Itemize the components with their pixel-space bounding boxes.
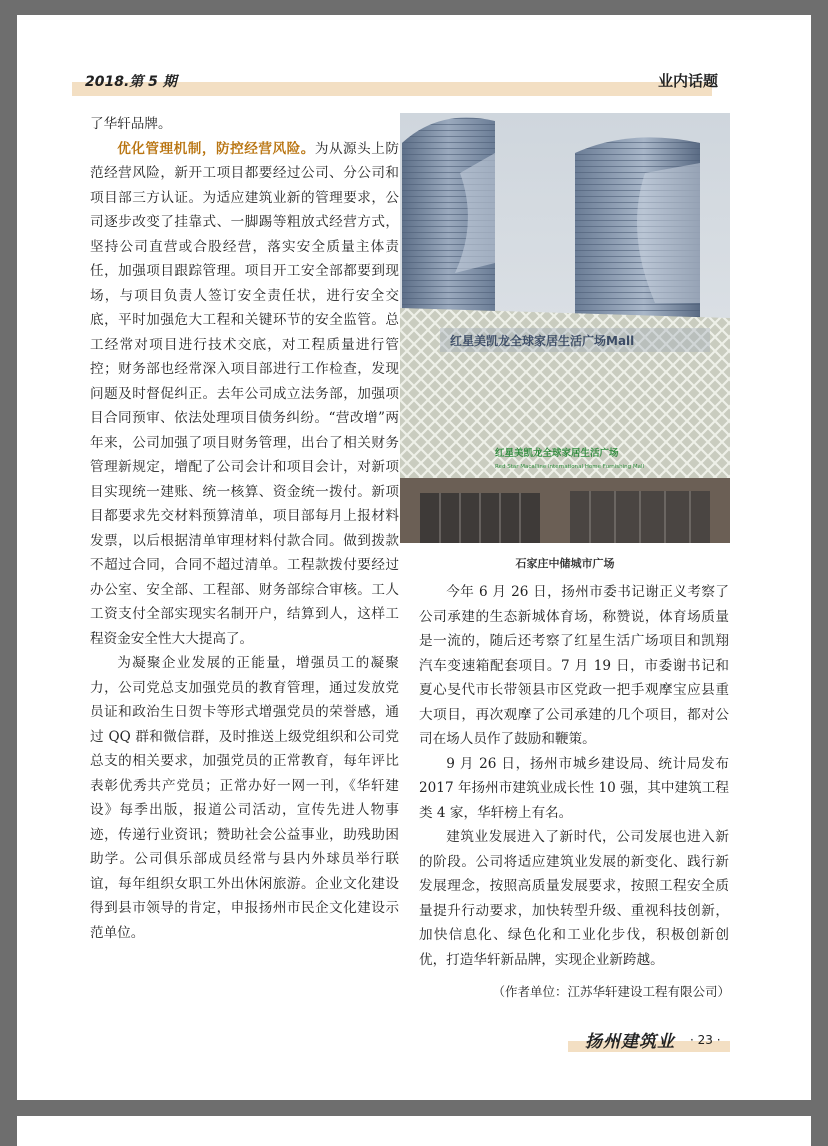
photo-caption: 石家庄中储城市广场 bbox=[515, 557, 615, 570]
next-document-page bbox=[17, 1116, 811, 1146]
paragraph-heading: 优化管理机制，防控经营风险。 bbox=[117, 140, 315, 157]
paragraph-inspection: 今年 6 月 26 日，扬州市委书记谢正义考察了公司承建的生态新城体育场，称赞说，体育场质量是一流的，随后还考察了红星生活广场项目和凯翔汽车变速箱配套项目。7 月 19 日，市委谢书记和夏心旻代市长带领县市区党政一把手观摩宝应县重大项目，再次观摩了公司承建的几个项目，都对公司在场人员作了鼓励和鞭策。 bbox=[419, 584, 729, 747]
paragraph-continuation: 了华轩品牌。 bbox=[90, 116, 172, 132]
right-column bbox=[419, 580, 729, 972]
sign-top-text: 红星美凯龙全球家居生活广场Mall bbox=[450, 334, 635, 348]
building-illustration bbox=[400, 113, 730, 543]
left-column bbox=[90, 112, 399, 945]
building-photo bbox=[400, 113, 730, 543]
paragraph-risk-control bbox=[90, 137, 399, 652]
sign-bottom-english: Red Star Macalline International Home Furnishing Mall bbox=[495, 464, 645, 470]
paragraph-party-building: 为凝聚企业发展的正能量，增强员工的凝聚力，公司党总支加强党员的教育管理，通过发放党员证和政治生日贺卡等形式增强党员的荣誉感，通过 QQ 群和微信群，及时推送上级党组织和公司党总支的相关要求，加强党员的正常教育，每年评比表彰优秀共产党员；正常办好一网一刊，《华轩建设》每季出版，报道公司活动，宣传先进人物事迹，传递行业资讯；赞助社会公益事业，助残助困助学。公司俱乐部成员经常与县内外球员举行联谊，每年组织女职工外出休闲旅游。企业文化建设得到县市领导的肯定，申报扬州市民企文化建设示范单位。 bbox=[90, 655, 399, 941]
author-affiliation: （作者单位：江苏华轩建设工程有限公司） bbox=[492, 984, 730, 999]
page-number: · 23 · bbox=[690, 1033, 721, 1047]
sign-bottom-chinese: 红星美凯龙全球家居生活广场 bbox=[495, 448, 619, 459]
journal-logo: 扬州建筑业 bbox=[585, 1032, 675, 1052]
paragraph-ranking: 9 月 26 日，扬州市城乡建设局、统计局发布 2017 年扬州市建筑业成长性 10 强，其中建筑工程类 4 家，华轩榜上有名。 bbox=[419, 755, 729, 821]
issue-number: 2018.第 5 期 bbox=[85, 74, 177, 90]
paragraph-text: 为从源头上防范经营风险，新开工项目都要经过公司、分公司和项目部三方认证。为适应建筑业新的管理要求，公司逐步改变了挂靠式、一脚踢等粗放式经营方式，坚持公司直营或合股经营，落实安全质量主体责任，加强项目跟踪管理。项目开工安全部都要到现场，与项目负责人签订安全责任状，进行安全交底，平时加强危大工程和关键环节的安全监管。总工经常对项目进行技术交底，对工程质量进行管控；财务部也经常深入项目部进行工作检查，发现问题及时督促纠正。去年公司成立法务部，加强项目合同预审、依法处理项目债务纠纷。“营改增”两年来，公司加强了项目财务管理，出台了相关财务管理新规定，增配了公司会计和项目会计，对新项目实现统一建账、统一核算、资金统一拨付。新项目都要求先交材料预算清单，项目部每月上报材料发票，以后根据清单审理材料付款合同。做到拨款不超过合同，合同不超过清单。工程款拨付要经过办公室、安全部、工程部、财务部综合审核。工人工资支付全部实现实名制开户，结算到人，这样工程资金安全性大大提高了。 bbox=[90, 140, 400, 647]
paragraph-outlook: 建筑业发展进入了新时代，公司发展也进入新的阶段。公司将适应建筑业发展的新变化、践行新发展理念，按照高质量发展要求，按照工程安全质量提升行动要求，加快转型升级、重视科技创新，加快信息化、绿色化和工业化步伐，积极创新创优，打造华轩新品牌，实现企业新跨越。 bbox=[419, 829, 729, 968]
section-title: 业内话题 bbox=[657, 72, 718, 90]
